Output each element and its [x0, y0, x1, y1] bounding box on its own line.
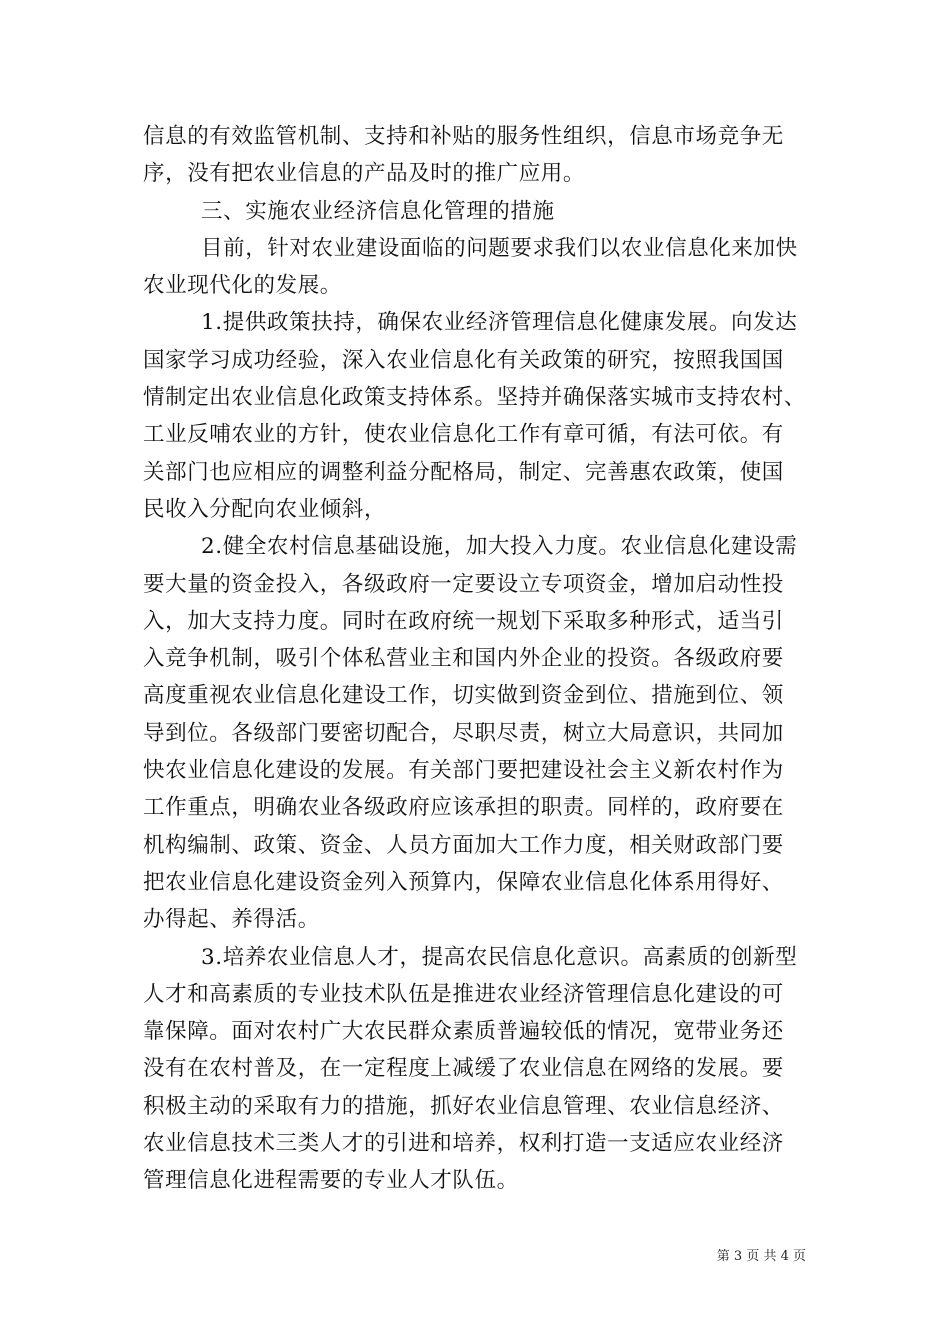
text-line: 快农业信息化建设的发展。有关部门要把建设社会主义新农村作为 — [143, 758, 784, 784]
text-line: 高度重视农业信息化建设工作，切实做到资金到位、措施到位、领 — [143, 683, 784, 709]
text-line: 1.提供政策扶持，确保农业经济管理信息化健康发展。向发达 — [201, 310, 798, 336]
text-line: 积极主动的采取有力的措施，抓好农业信息管理、农业信息经济、 — [143, 1093, 784, 1119]
text-line: 靠保障。面对农村广大农民群众素质普遍较低的情况，宽带业务还 — [143, 1019, 784, 1045]
text-line: 农业现代化的发展。 — [143, 273, 342, 299]
text-line: 民收入分配向农业倾斜， — [143, 496, 387, 522]
text-line: 关部门也应相应的调整利益分配格局，制定、完善惠农政策，使国 — [143, 459, 784, 485]
text-line: 2.健全农村信息基础设施，加大投入力度。农业信息化建设需 — [201, 534, 798, 560]
text-line: 办得起、养得活。 — [143, 907, 320, 933]
text-line: 工业反哺农业的方针，使农业信息化工作有章可循，有法可依。有 — [143, 422, 784, 448]
text-line: 国家学习成功经验，深入农业信息化有关政策的研究，按照我国国 — [143, 347, 784, 373]
page-number: 第 3 页 共 4 页 — [716, 1249, 806, 1264]
text-line: 信息的有效监管机制、支持和补贴的服务性组织，信息市场竞争无 — [143, 124, 784, 149]
text-line: 把农业信息化建设资金列入预算内，保障农业信息化体系用得好、 — [143, 869, 784, 895]
text-line: 入竞争机制，吸引个体私营业主和国内外企业的投资。各级政府要 — [143, 646, 784, 672]
text-line: 人才和高素质的专业技术队伍是推进农业经济管理信息化建设的可 — [143, 981, 784, 1007]
text-line: 入，加大支持力度。同时在政府统一规划下采取多种形式，适当引 — [143, 608, 784, 634]
text-line: 情制定出农业信息化政策支持体系。坚持并确保落实城市支持农村、 — [143, 385, 807, 411]
text-line: 机构编制、政策、资金、人员方面加大工作力度，相关财政部门要 — [143, 832, 784, 858]
text-line: 农业信息技术三类人才的引进和培养，权利打造一支适应农业经济 — [143, 1131, 784, 1157]
text-line: 导到位。各级部门要密切配合，尽职尽责，树立大局意识，共同加 — [143, 720, 784, 746]
text-line: 管理信息化进程需要的专业人才队伍。 — [143, 1168, 519, 1194]
text-line: 要大量的资金投入，各级政府一定要设立专项资金，增加启动性投 — [143, 571, 784, 597]
text-line: 三、实施农业经济信息化管理的措施 — [201, 198, 555, 224]
text-line: 目前，针对农业建设面临的问题要求我们以农业信息化来加快 — [201, 235, 798, 261]
text-line: 没有在农村普及，在一定程度上减缓了农业信息在网络的发展。要 — [143, 1056, 784, 1082]
document-body — [143, 118, 823, 1200]
text-line: 工作重点，明确农业各级政府应该承担的职责。同样的，政府要在 — [143, 795, 784, 821]
text-line: 序，没有把农业信息的产品及时的推广应用。 — [143, 161, 586, 187]
text-line: 3.培养农业信息人才，提高农民信息化意识。高素质的创新型 — [201, 944, 798, 970]
